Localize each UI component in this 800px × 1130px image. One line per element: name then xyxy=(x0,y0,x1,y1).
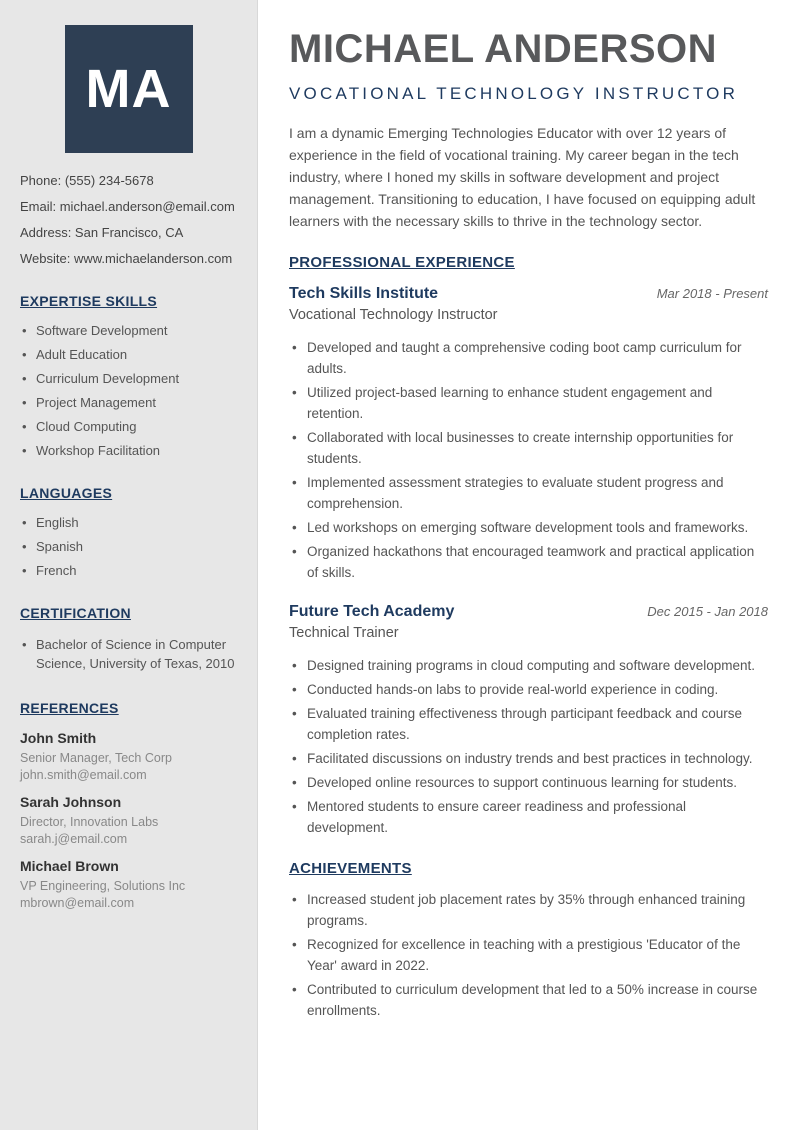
language-item: • French xyxy=(20,563,237,578)
skill-item: • Curriculum Development xyxy=(20,371,237,386)
achievements-section xyxy=(289,860,768,1021)
contact-address: Address: San Francisco, CA xyxy=(20,225,184,240)
reference-entry xyxy=(20,858,237,912)
job-header xyxy=(289,285,768,303)
job-bullet: • Collaborated with local businesses to create internship opportunities for students. xyxy=(289,427,768,469)
achievement-bullet: • Increased student job placement rates by 35% through enhanced training programs. xyxy=(289,889,768,931)
achievement-bullet: • Recognized for excellence in teaching with a prestigious 'Educator of the Year' award in 2022. xyxy=(289,934,768,976)
reference-email: john.smith@email.com xyxy=(20,768,147,782)
contact-info xyxy=(20,173,237,266)
job-bullet: • Implemented assessment strategies to evaluate student progress and comprehension. xyxy=(289,472,768,514)
achievement-bullet-list xyxy=(289,889,768,1021)
languages-list xyxy=(20,515,237,578)
job-bullet: • Facilitated discussions on industry trends and best practices in technology. xyxy=(289,748,768,769)
reference-email: mbrown@email.com xyxy=(20,896,135,910)
skill-item: • Project Management xyxy=(20,395,237,410)
contact-email: Email: michael.anderson@email.com xyxy=(20,199,235,214)
job-bullet: • Evaluated training effectiveness through participant feedback and course completion rates. xyxy=(289,703,768,745)
skills-list xyxy=(20,323,237,458)
reference-email: sarah.j@email.com xyxy=(20,832,128,846)
reference-entry xyxy=(20,794,237,848)
job-entry xyxy=(289,285,768,583)
reference-name: Sarah Johnson xyxy=(20,794,122,810)
job-bullet: • Conducted hands-on labs to provide real-world experience in coding. xyxy=(289,679,768,700)
job-bullet-list xyxy=(289,337,768,583)
job-bullet: • Developed online resources to support continuous learning for students. xyxy=(289,772,768,793)
job-bullet: • Utilized project-based learning to enhance student engagement and retention. xyxy=(289,382,768,424)
language-item: • English xyxy=(20,515,237,530)
achievements-section-title: ACHIEVEMENTS xyxy=(289,860,412,877)
contact-website: Website: www.michaelanderson.com xyxy=(20,251,233,266)
reference-role: Senior Manager, Tech Corp xyxy=(20,751,172,765)
references-section-title: REFERENCES xyxy=(20,700,119,716)
certification-item: • Bachelor of Science in Computer Science, University of Texas, 2010 xyxy=(20,635,237,673)
certification-section-title: CERTIFICATION xyxy=(20,605,131,621)
references-list xyxy=(20,730,237,912)
language-item: • Spanish xyxy=(20,539,237,554)
job-role: Technical Trainer xyxy=(289,625,399,641)
person-name: MICHAEL ANDERSON xyxy=(289,27,718,71)
job-bullet: • Developed and taught a comprehensive coding boot camp curriculum for adults. xyxy=(289,337,768,379)
skill-item: • Adult Education xyxy=(20,347,237,362)
job-dates: Dec 2015 - Jan 2018 xyxy=(647,604,768,619)
experience-section xyxy=(289,254,768,838)
reference-entry xyxy=(20,730,237,784)
reference-name: Michael Brown xyxy=(20,858,119,874)
reference-name: John Smith xyxy=(20,730,97,746)
experience-section-title: PROFESSIONAL EXPERIENCE xyxy=(289,254,515,271)
contact-phone: Phone: (555) 234-5678 xyxy=(20,173,154,188)
avatar-initials: MA xyxy=(85,59,172,119)
job-bullet: • Mentored students to ensure career readiness and professional development. xyxy=(289,796,768,838)
achievement-bullet: • Contributed to curriculum development that led to a 50% increase in course enrollments. xyxy=(289,979,768,1021)
skill-item: • Workshop Facilitation xyxy=(20,443,237,458)
job-company: Tech Skills Institute xyxy=(289,285,439,302)
job-bullet: • Led workshops on emerging software development tools and frameworks. xyxy=(289,517,768,538)
job-role: Vocational Technology Instructor xyxy=(289,307,498,323)
reference-role: VP Engineering, Solutions Inc xyxy=(20,879,186,893)
resume-main xyxy=(258,0,800,1130)
reference-role: Director, Innovation Labs xyxy=(20,815,159,829)
job-bullet-list xyxy=(289,655,768,838)
job-bullet: • Organized hackathons that encouraged teamwork and practical application of skills. xyxy=(289,541,768,583)
job-bullet: • Designed training programs in cloud computing and software development. xyxy=(289,655,768,676)
languages-section-title: LANGUAGES xyxy=(20,485,113,501)
job-dates: Mar 2018 - Present xyxy=(656,286,768,301)
summary-paragraph: I am a dynamic Emerging Technologies Educator with over 12 years of experience in the field of vocational training. My career began in the tech industry, where I honed my skills in software development and project management. Transitioning to education, I have focused on equipping adult learners with the necessary skills to thrive in the technology sector. xyxy=(289,125,756,229)
skills-section-title: EXPERTISE SKILLS xyxy=(20,293,158,309)
skill-item: • Software Development xyxy=(20,323,237,338)
skill-item: • Cloud Computing xyxy=(20,419,237,434)
certification-list xyxy=(20,635,237,673)
job-company: Future Tech Academy xyxy=(289,603,455,620)
person-title: VOCATIONAL TECHNOLOGY INSTRUCTOR xyxy=(289,84,739,103)
job-header xyxy=(289,603,768,621)
resume-sidebar xyxy=(0,0,258,1130)
avatar xyxy=(65,25,193,153)
job-entry xyxy=(289,603,768,838)
